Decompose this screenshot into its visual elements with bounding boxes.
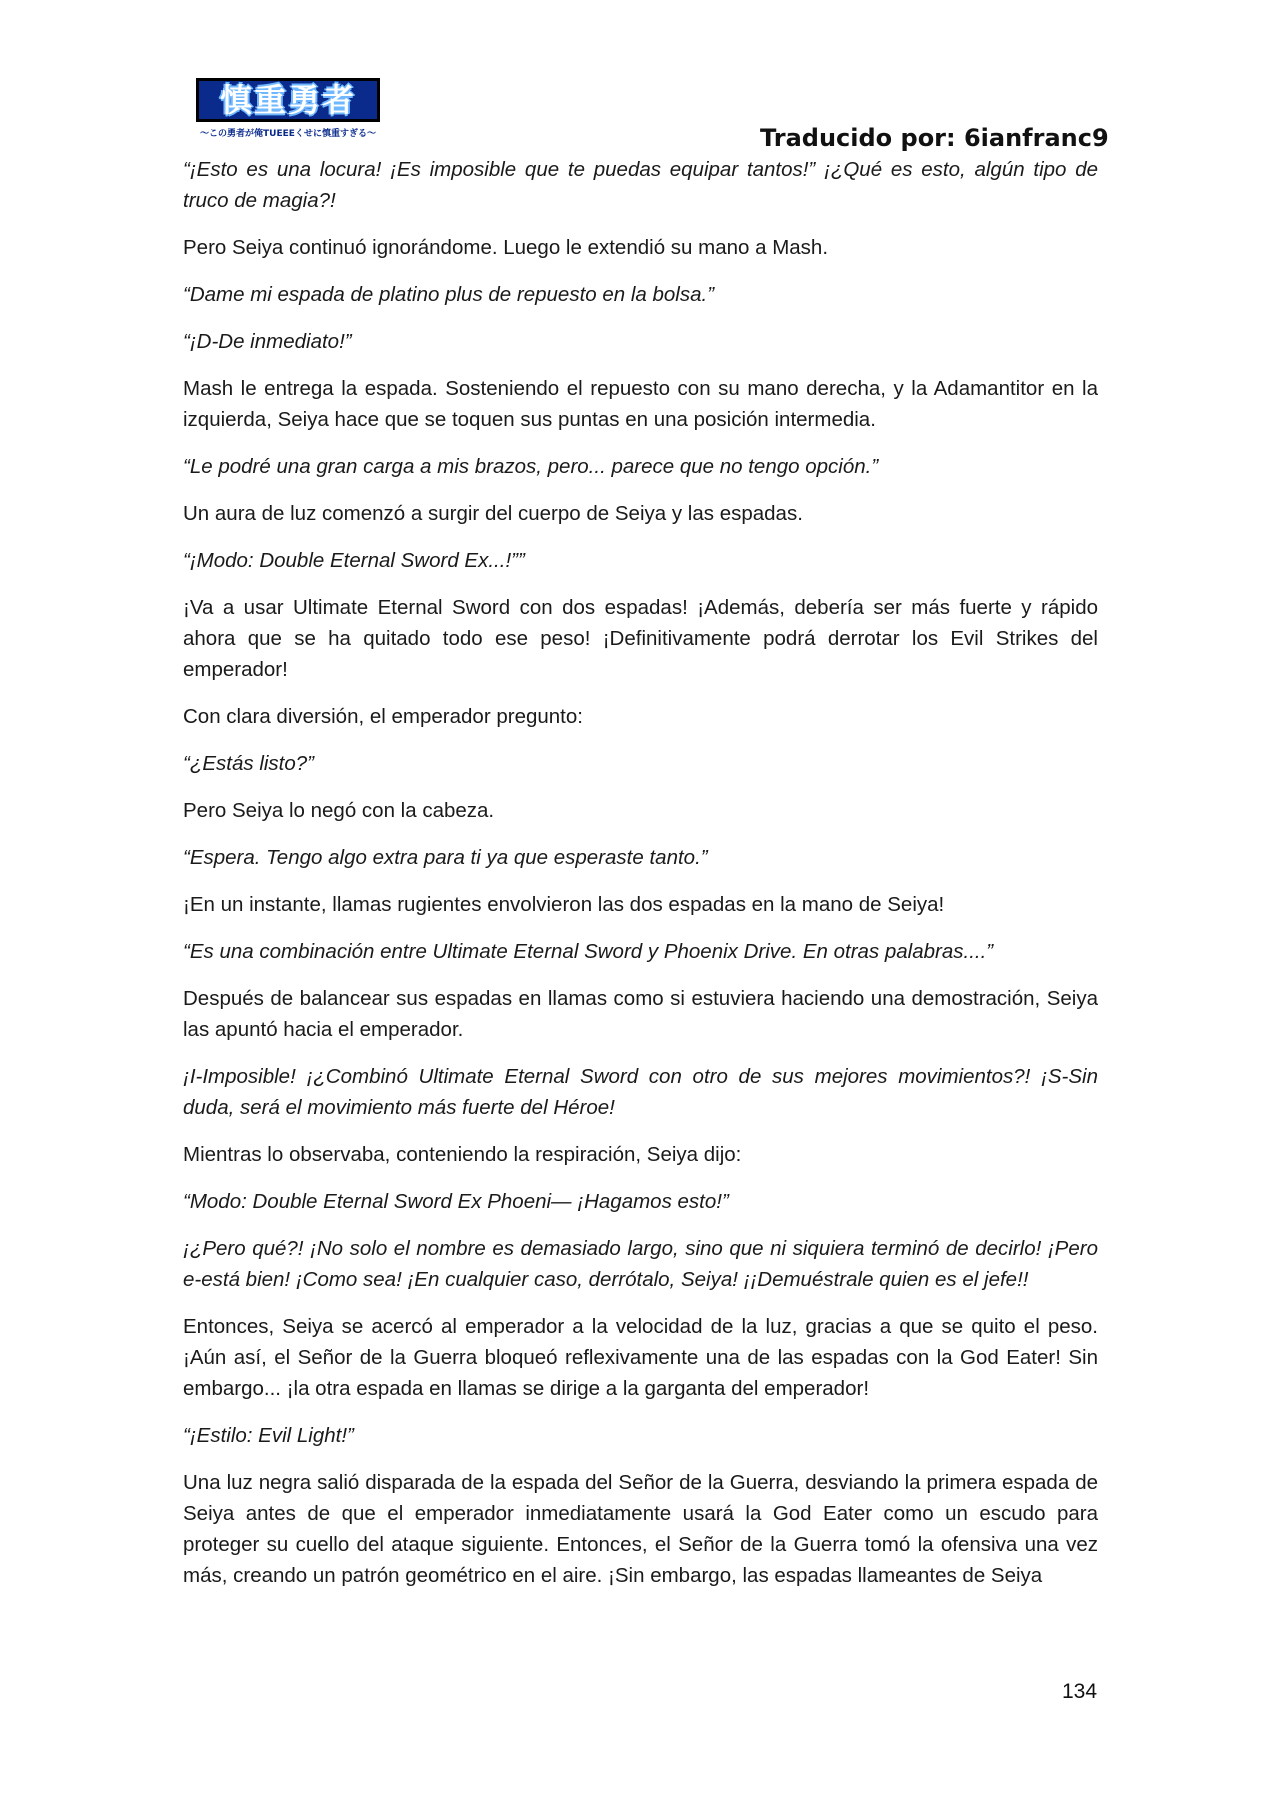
dialogue-paragraph: “¡D-De inmediato!” bbox=[183, 330, 352, 353]
dialogue-paragraph: “Dame mi espada de platino plus de repuesto en la bolsa.” bbox=[183, 283, 715, 306]
dialogue-paragraph: “Es una combinación entre Ultimate Eternal Sword y Phoenix Drive. En otras palabras....” bbox=[183, 940, 994, 963]
narration-paragraph: Un aura de luz comenzó a surgir del cuerpo de Seiya y las espadas. bbox=[183, 502, 803, 525]
narration-paragraph: Pero Seiya continuó ignorándome. Luego le extendió su mano a Mash. bbox=[183, 236, 829, 259]
narration-paragraph: ¡En un instante, llamas rugientes envolvieron las dos espadas en la mano de Seiya! bbox=[183, 893, 945, 916]
dialogue-paragraph: “¡Estilo: Evil Light!” bbox=[183, 1424, 354, 1447]
page-number: 134 bbox=[1062, 1680, 1098, 1703]
dialogue-paragraph: “Modo: Double Eternal Sword Ex Phoeni— ¡Hagamos esto!” bbox=[183, 1190, 729, 1213]
narration-paragraph: ¡Va a usar Ultimate Eternal Sword con dos espadas! ¡Además, debería ser más fuerte y rápido ahora que se ha quitado todo ese peso! ¡Definitivamente podrá derrotar los Evil Strikes del emperador! bbox=[183, 596, 1098, 681]
page-body bbox=[183, 154, 1098, 1607]
dialogue-paragraph: “¿Estás listo?” bbox=[183, 752, 314, 775]
dialogue-paragraph: “Le podré una gran carga a mis brazos, pero... parece que no tengo opción.” bbox=[183, 455, 879, 478]
logo-title: 慎重勇者 bbox=[219, 81, 356, 119]
dialogue-paragraph: ¡¿Pero qué?! ¡No solo el nombre es demasiado largo, sino que ni siquiera terminó de decirlo! ¡Pero e-está bien! ¡Como sea! ¡En cualquier caso, derrótalo, Seiya! ¡¡Demuéstrale quien es el jefe!! bbox=[183, 1237, 1098, 1291]
narration-paragraph: Una luz negra salió disparada de la espada del Señor de la Guerra, desviando la primera espada de Seiya antes de que el emperador inmediatamente usará la God Eater como un escudo para proteger su cuello del ataque siguiente. Entonces, el Señor de la Guerra tomó la ofensiva una vez más, creando un patrón geométrico en el aire. ¡Sin embargo, las espadas llameantes de Seiya bbox=[183, 1471, 1098, 1587]
dialogue-paragraph: “¡Modo: Double Eternal Sword Ex...!”” bbox=[183, 549, 525, 572]
series-logo bbox=[196, 78, 380, 146]
dialogue-paragraph: “Espera. Tengo algo extra para ti ya que esperaste tanto.” bbox=[183, 846, 708, 869]
dialogue-paragraph: ¡I-Imposible! ¡¿Combinó Ultimate Eternal Sword con otro de sus mejores movimientos?! ¡S-Sin duda, será el movimiento más fuerte del Héroe! bbox=[183, 1065, 1098, 1119]
narration-paragraph: Mash le entrega la espada. Sosteniendo el repuesto con su mano derecha, y la Adamantitor en la izquierda, Seiya hace que se toquen sus puntas en una posición intermedia. bbox=[183, 377, 1098, 431]
logo-subtitle: 〜この勇者が俺TUEEEくせに慎重すぎる〜 bbox=[200, 129, 376, 139]
narration-paragraph: Después de balancear sus espadas en llamas como si estuviera haciendo una demostración, Seiya las apuntó hacia el emperador. bbox=[183, 987, 1098, 1041]
narration-paragraph: Pero Seiya lo negó con la cabeza. bbox=[183, 799, 495, 822]
narration-paragraph: Mientras lo observaba, conteniendo la respiración, Seiya dijo: bbox=[183, 1143, 742, 1166]
narration-paragraph: Con clara diversión, el emperador pregunto: bbox=[183, 705, 583, 728]
translator-credit: Traducido por: 6ianfranc9 bbox=[760, 124, 1109, 152]
logo-banner bbox=[196, 78, 380, 122]
dialogue-paragraph: “¡Esto es una locura! ¡Es imposible que te puedas equipar tantos!” ¡¿Qué es esto, algún tipo de truco de magia?! bbox=[183, 158, 1098, 212]
narration-paragraph: Entonces, Seiya se acercó al emperador a la velocidad de la luz, gracias a que se quito el peso. ¡Aún así, el Señor de la Guerra bloqueó reflexivamente una de las espadas con la God Eater! Sin embargo... ¡la otra espada en llamas se dirige a la garganta del emperador! bbox=[183, 1315, 1098, 1400]
